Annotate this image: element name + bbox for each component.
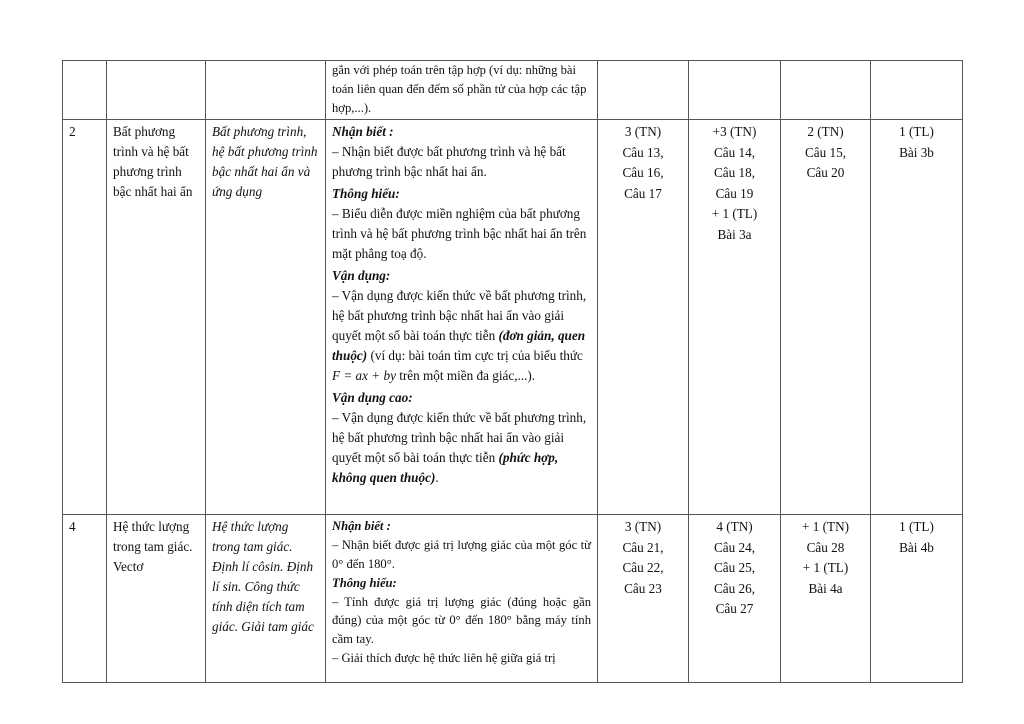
cell-line: Câu 18, xyxy=(713,165,756,181)
nb-cell xyxy=(598,120,689,515)
level-title-th: Thông hiểu: xyxy=(332,186,400,202)
level-title-th: Thông hiểu: xyxy=(332,575,397,590)
cell-line: + 1 (TL) xyxy=(711,206,758,222)
content-cell: Bất phương trình, hệ bất phương trình bậc nhất hai ẩn và ứng dụng xyxy=(206,120,326,515)
cell-line: 1 (TL) xyxy=(899,519,934,535)
nb-cell xyxy=(598,515,689,683)
content-cell xyxy=(206,61,326,120)
requirements-cell xyxy=(326,515,598,683)
vdc-cell xyxy=(871,61,963,120)
level-title-vdc: Vận dụng cao: xyxy=(332,390,413,406)
nb-cell xyxy=(598,61,689,120)
cell-line: 3 (TN) xyxy=(624,124,662,140)
vdc-text-1: – Vận dụng được kiến thức về bất phương trình, hệ bất phương trình bậc nhất hai ẩn vào giải quyết một số bài toán thực tiễn xyxy=(332,410,587,466)
cell-line: Câu 28 xyxy=(806,539,845,555)
cell-line: Câu 15, xyxy=(804,144,847,160)
requirements-text: gắn với phép toán trên tập hợp (ví dụ: những bài toán liên quan đến đếm số phần tử của hợp các tập hợp,...). xyxy=(332,63,587,115)
cell-line: 3 (TN) xyxy=(624,519,662,535)
th-cell xyxy=(689,120,781,515)
vdc-cell xyxy=(871,120,963,515)
topic-cell: Bất phương trình và hệ bất phương trình bậc nhất hai ẩn xyxy=(107,120,206,515)
vdc-text-2: . xyxy=(435,470,439,486)
cell-line: Bài 4a xyxy=(808,580,843,596)
th-cell xyxy=(689,515,781,683)
table-row xyxy=(63,120,963,515)
content-cell: Hệ thức lượng trong tam giác. Định lí côsin. Định lí sin. Công thức tính diện tích tam giác. Giải tam giác xyxy=(206,515,326,683)
vd-cell xyxy=(781,515,871,683)
cell-line: + 1 (TL) xyxy=(802,560,849,576)
level-title-nb: Nhận biết : xyxy=(332,124,394,140)
specification-table xyxy=(62,60,963,683)
table-row xyxy=(63,61,963,120)
level-text-th-2: – Giải thích được hệ thức liên hệ giữa giá trị xyxy=(332,650,556,665)
cell-line: Câu 24, xyxy=(713,539,756,555)
vdc-emphasis: (phức hợp, không quen thuộc) xyxy=(332,450,559,486)
level-title-nb: Nhận biết : xyxy=(332,519,391,534)
vd-text-1: – Vận dụng được kiến thức về bất phương trình, hệ bất phương trình bậc nhất hai ẩn vào giải quyết một số bài toán thực tiễn xyxy=(332,288,587,344)
vd-emphasis: (đơn giản, quen thuộc) xyxy=(332,328,586,364)
cell-line: Bài 4b xyxy=(899,539,934,555)
level-text-th-1: – Tính được giá trị lượng giác (đúng hoặc gần đúng) của một góc từ 0° đến 180° bằng máy tính cầm tay. xyxy=(332,594,591,647)
cell-line: Câu 16, xyxy=(622,165,664,181)
cell-line: +3 (TN) xyxy=(712,124,757,140)
table-row xyxy=(63,515,963,683)
vd-cell xyxy=(781,61,871,120)
cell-line: Bài 3a xyxy=(717,226,752,242)
cell-line: Câu 27 xyxy=(715,601,754,617)
cell-line: Câu 22, xyxy=(622,560,664,576)
cell-line: Câu 17 xyxy=(624,185,662,201)
topic-cell: Hệ thức lượng trong tam giác. Vectơ xyxy=(107,515,206,683)
vd-text-2: (ví dụ: bài toán tìm cực trị của biểu thức xyxy=(367,348,583,364)
requirements-cell xyxy=(326,120,598,515)
vdc-cell xyxy=(871,515,963,683)
cell-line: Câu 23 xyxy=(624,580,662,596)
cell-line: 1 (TL) xyxy=(899,124,934,140)
topic-cell xyxy=(107,61,206,120)
stt-cell: 2 xyxy=(63,120,107,515)
vd-text-3: trên một miền đa giác,...). xyxy=(395,368,536,384)
level-text-nb: – Nhận biết được bất phương trình và hệ bất phương trình bậc nhất hai ẩn. xyxy=(332,144,566,180)
cell-line: Câu 19 xyxy=(715,185,754,201)
cell-line: Câu 14, xyxy=(713,144,756,160)
cell-line: Câu 13, xyxy=(622,144,664,160)
level-title-vd: Vận dụng: xyxy=(332,268,391,284)
cell-line: Câu 26, xyxy=(713,580,756,596)
cell-line: Bài 3b xyxy=(899,144,934,160)
vd-cell xyxy=(781,120,871,515)
level-text-vdc xyxy=(332,408,591,488)
level-text-vd xyxy=(332,286,591,386)
requirements-cell xyxy=(326,61,598,120)
cell-line: Câu 20 xyxy=(806,165,845,181)
cell-line: Câu 21, xyxy=(622,539,664,555)
cell-line: 4 (TN) xyxy=(716,519,753,535)
th-cell xyxy=(689,61,781,120)
cell-line: 2 (TN) xyxy=(807,124,844,140)
cell-line: + 1 (TN) xyxy=(802,519,849,535)
stt-cell xyxy=(63,61,107,120)
vd-formula: F = ax + by xyxy=(332,368,396,384)
level-text-nb: – Nhận biết được giá trị lượng giác của một góc từ 0° đến 180°. xyxy=(332,538,591,571)
stt-cell: 4 xyxy=(63,515,107,683)
level-text-th: – Biểu diễn được miền nghiệm của bất phương trình và hệ bất phương trình bậc nhất hai ẩn trên mặt phẳng toạ độ. xyxy=(332,206,587,262)
cell-line: Câu 25, xyxy=(713,560,756,576)
